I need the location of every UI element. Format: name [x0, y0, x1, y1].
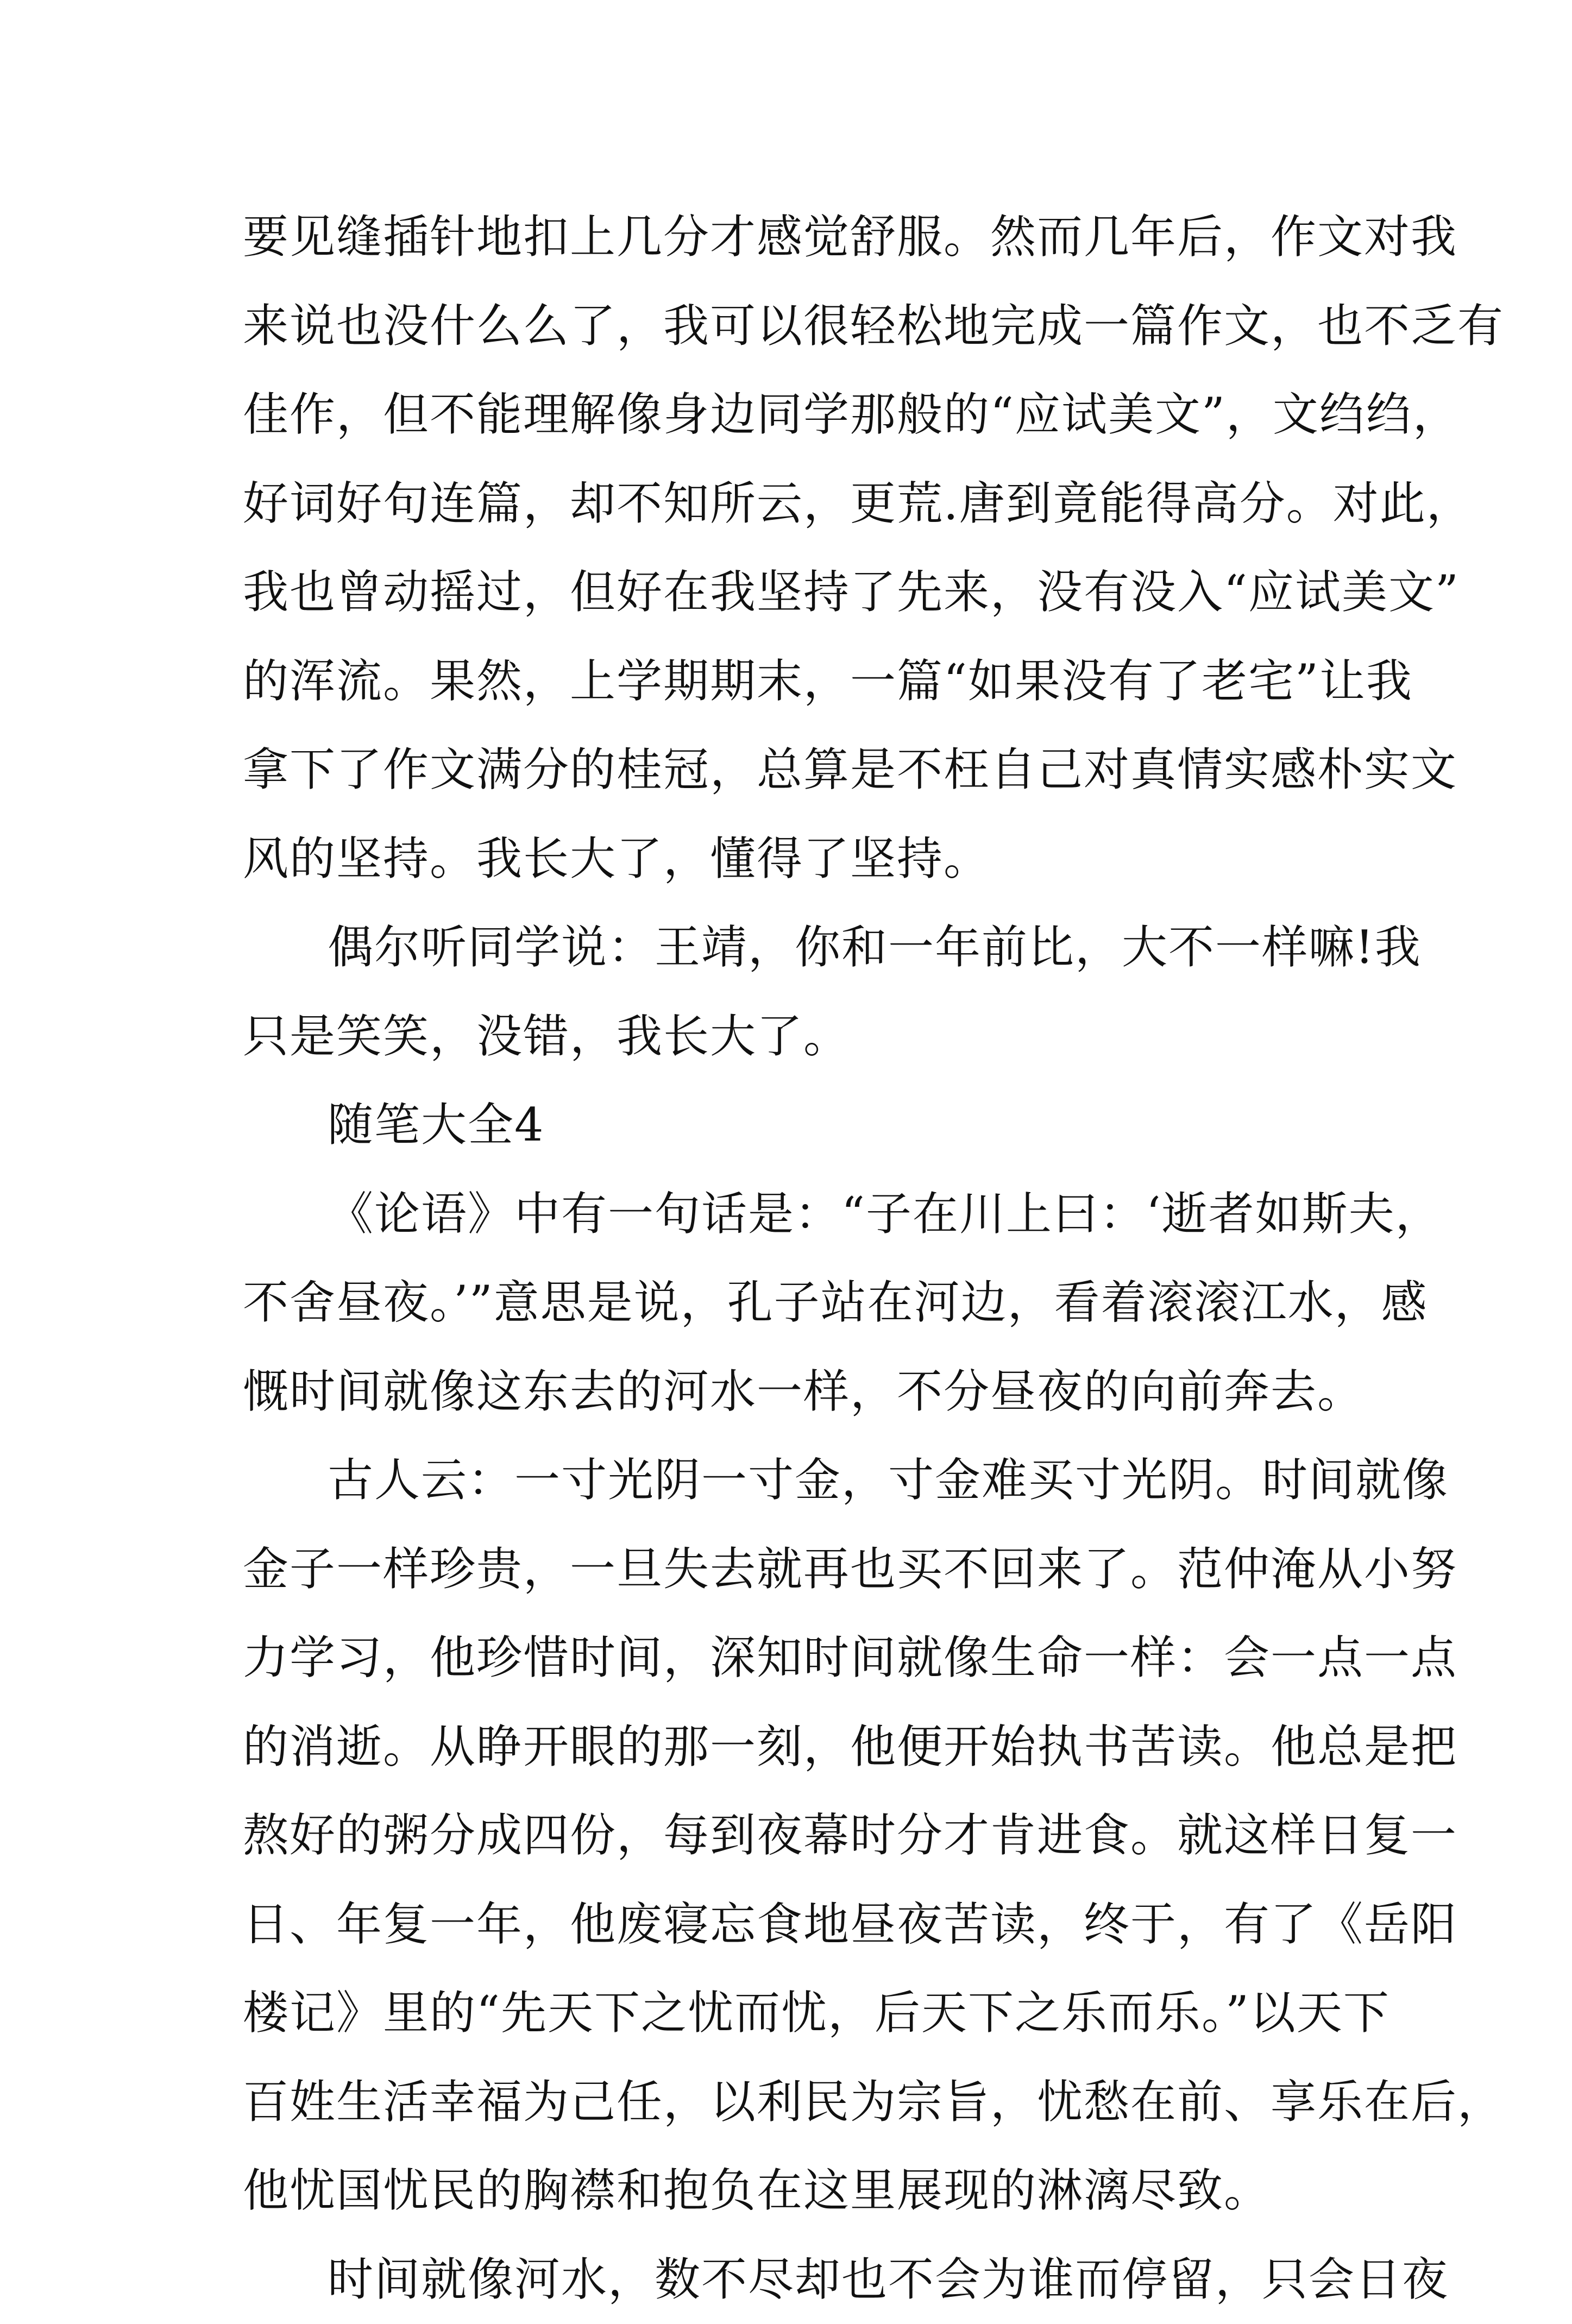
text-line: 的浑流。果然，上学期期末，一篇“如果没有了老宅”让我 [243, 637, 1345, 726]
paragraph-start-line: 古人云：一寸光阴一寸金，寸金难买寸光阴。时间就像 [243, 1436, 1345, 1525]
text-line: 他忧国忧民的胸襟和抱负在这里展现的淋漓尽致。 [243, 2146, 1345, 2235]
text-line: 不舍昼夜。’”意思是说，孔子站在河边，看着滚滚江水，感 [243, 1258, 1345, 1347]
paragraph-start-line: 时间就像河水，数不尽却也不会为谁而停留，只会日夜 [243, 2235, 1345, 2324]
text-line: 佳作，但不能理解像身边同学那般的“应试美文”，文绉绉， [243, 370, 1345, 459]
text-line: 力学习，他珍惜时间，深知时间就像生命一样：会一点一点 [243, 1614, 1345, 1703]
text-line: 熬好的粥分成四份，每到夜幕时分才肯进食。就这样日复一 [243, 1791, 1345, 1880]
body-text [243, 193, 1345, 2324]
paragraph-start-line: 《论语》中有一句话是：“子在川上曰：‘逝者如斯夫， [243, 1170, 1345, 1259]
paragraph-start-line: 偶尔听同学说：王靖，你和一年前比，大不一样嘛!我 [243, 903, 1345, 992]
text-line: 我也曾动摇过，但好在我坚持了先来，没有没入“应试美文” [243, 548, 1345, 637]
text-line: 的消逝。从睁开眼的那一刻，他便开始执书苦读。他总是把 [243, 1703, 1345, 1792]
text-line: 慨时间就像这东去的河水一样，不分昼夜的向前奔去。 [243, 1347, 1345, 1437]
text-line: 百姓生活幸福为己任，以利民为宗旨，忧愁在前、享乐在后， [243, 2058, 1345, 2147]
text-line: 只是笑笑，没错，我长大了。 [243, 992, 1345, 1081]
text-line: 要见缝插针地扣上几分才感觉舒服。然而几年后，作文对我 [243, 193, 1345, 282]
text-line: 风的坚持。我长大了，懂得了坚持。 [243, 815, 1345, 904]
text-line: 楼记》里的“先天下之忧而忧，后天下之乐而乐。”以天下 [243, 1969, 1345, 2058]
text-line: 拿下了作文满分的桂冠，总算是不枉自己对真情实感朴实文 [243, 726, 1345, 815]
text-line: 日、年复一年，他废寝忘食地昼夜苦读，终于，有了《岳阳 [243, 1880, 1345, 1969]
text-line: 来说也没什么么了，我可以很轻松地完成一篇作文，也不乏有 [243, 282, 1345, 371]
text-line: 金子一样珍贵，一旦失去就再也买不回来了。范仲淹从小努 [243, 1525, 1345, 1614]
text-line: 好词好句连篇，却不知所云，更荒.唐到竟能得高分。对此， [243, 459, 1345, 549]
section-heading: 随笔大全4 [243, 1081, 1345, 1170]
